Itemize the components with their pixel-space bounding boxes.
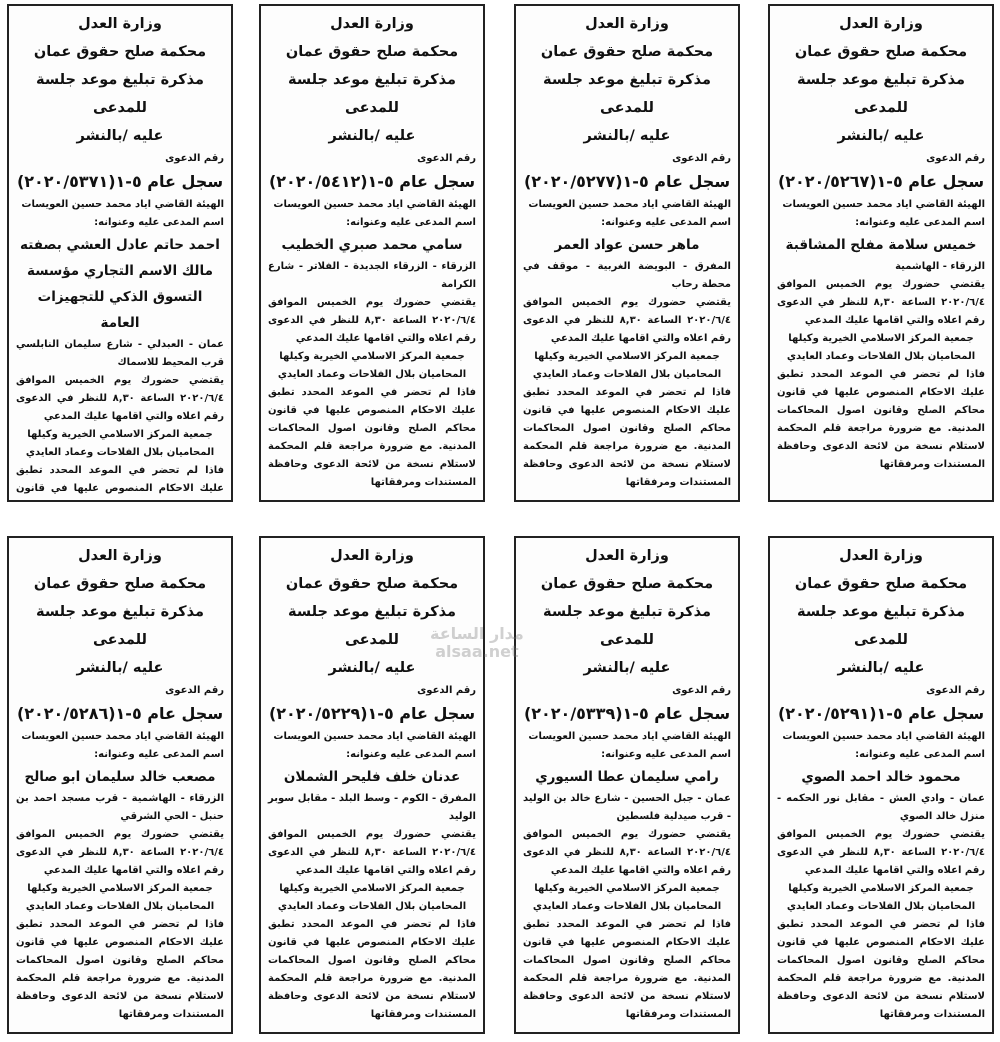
court-heading: محكمة صلح حقوق عمان <box>33 44 207 60</box>
case-suffix: سجل عام <box>908 172 985 191</box>
case-label: رقم الدعوى <box>672 685 731 696</box>
court-heading: محكمة صلح حقوق عمان <box>540 44 714 60</box>
plaintiff-text: جمعية المركز الاسلامي الخيرية وكيلها المحاميان بلال الفلاحات وعماد العايدي <box>277 883 467 912</box>
case-number <box>16 168 224 196</box>
defendant-name: محمود خالد احمد الصوي <box>801 769 961 785</box>
notice-title-2: عليه /بالنشر <box>837 128 925 144</box>
judge-line: الهيئة القاضي اياد محمد حسين العويسات <box>273 731 476 742</box>
warning-text: فاذا لم تحضر في الموعد المحدد تطبق عليك الاحكام المنصوص عليها في قانون محاكم الصلح وقانون اصول المحاكمات المدنية. مع ضرورة مراجعة قلم المحكمة لاستلام نسخة من لائحة الدعوى وحافظة المستندات ومرفقاتها <box>777 919 985 1020</box>
notice-title-2: عليه /بالنشر <box>328 660 416 676</box>
defendant-address: الزرقاء - الهاشمية - قرب مسجد احمد بن حنبل - الحي الشرقي <box>16 793 224 822</box>
legal-notice <box>514 536 740 1034</box>
legal-notice <box>514 4 740 502</box>
plaintiff-text: جمعية المركز الاسلامي الخيرية وكيلها المحاميان بلال الفلاحات وعماد العايدي <box>25 429 215 458</box>
case-number <box>523 700 731 728</box>
judge-line: الهيئة القاضي اياد محمد حسين العويسات <box>21 199 224 210</box>
legal-notice <box>259 536 485 1034</box>
judge-line: الهيئة القاضي اياد محمد حسين العويسات <box>528 731 731 742</box>
case-suffix: سجل عام <box>399 172 476 191</box>
notice-title: مذكرة تبليغ موعد جلسة للمدعى <box>36 72 204 116</box>
defendant-label: اسم المدعى عليه وعنوانه: <box>94 217 224 228</box>
defendant-address: عمان - العبدلي - شارع سليمان النابلسي قرب المحيط للاسماك <box>16 339 224 368</box>
case-number <box>268 168 476 196</box>
case-suffix: سجل عام <box>147 172 224 191</box>
case-label: رقم الدعوى <box>165 153 224 164</box>
notice-title-2: عليه /بالنشر <box>583 128 671 144</box>
summons-text: يقتضي حضورك يوم الخميس الموافق ٢٠٢٠/٦/٤ الساعة ٨,٣٠ للنظر في الدعوى رقم اعلاه والتي اقامها عليك المدعي <box>777 279 985 326</box>
defendant-name: عدنان خلف فليحر الشملان <box>283 769 461 785</box>
case-label: رقم الدعوى <box>165 685 224 696</box>
summons-text: يقتضي حضورك يوم الخميس الموافق ٢٠٢٠/٦/٤ الساعة ٨,٣٠ للنظر في الدعوى رقم اعلاه والتي اقامها عليك المدعي <box>16 829 224 876</box>
warning-text: فاذا لم تحضر في الموعد المحدد تطبق عليك الاحكام المنصوص عليها في قانون محاكم الصلح وقانون اصول المحاكمات المدنية. مع ضرورة مراجعة قلم المحكمة لاستلام نسخة من لائحة الدعوى وحافظة المستندات ومرفقاتها <box>777 369 985 470</box>
case-id: ٥-١(٢٠٢٠/٥٢٢٩) <box>268 704 394 723</box>
defendant-label: اسم المدعى عليه وعنوانه: <box>601 217 731 228</box>
defendant-address: الزرقاء - الزرقاء الجديدة - الفلاتر - شارع الكرامة <box>268 261 476 290</box>
defendant-label: اسم المدعى عليه وعنوانه: <box>346 749 476 760</box>
notice-title-2: عليه /بالنشر <box>583 660 671 676</box>
court-heading: محكمة صلح حقوق عمان <box>540 576 714 592</box>
summons-text: يقتضي حضورك يوم الخميس الموافق ٢٠٢٠/٦/٤ الساعة ٨,٣٠ للنظر في الدعوى رقم اعلاه والتي اقامها عليك المدعي <box>777 829 985 876</box>
notice-title-2: عليه /بالنشر <box>76 128 164 144</box>
notice-title-2: عليه /بالنشر <box>76 660 164 676</box>
case-suffix: سجل عام <box>654 172 731 191</box>
case-suffix: سجل عام <box>654 704 731 723</box>
case-suffix: سجل عام <box>399 704 476 723</box>
case-id: ٥-١(٢٠٢٠/٥٣٣٩) <box>523 704 649 723</box>
judge-line: الهيئة القاضي اياد محمد حسين العويسات <box>528 199 731 210</box>
court-heading: محكمة صلح حقوق عمان <box>285 44 459 60</box>
court-heading: محكمة صلح حقوق عمان <box>794 576 968 592</box>
watermark-url: alsaa.net <box>435 642 519 661</box>
defendant-address: المفرق - البويضة الغربية - موقف في محطة رحاب <box>523 261 731 290</box>
defendant-address: المفرق - الكوم - وسط البلد - مقابل سوبر الوليد <box>268 793 476 822</box>
defendant-name: احمد حاتم عادل العشي بصفته مالك الاسم التجاري مؤسسة التسوق الذكي للتجهيزات العامة <box>20 237 220 331</box>
notice-title: مذكرة تبليغ موعد جلسة للمدعى <box>543 604 711 648</box>
defendant-name: ماهر حسن عواد العمر <box>554 237 700 253</box>
court-heading: محكمة صلح حقوق عمان <box>794 44 968 60</box>
case-number <box>777 168 985 196</box>
summons-text: يقتضي حضورك يوم الخميس الموافق ٢٠٢٠/٦/٤ الساعة ٨,٣٠ للنظر في الدعوى رقم اعلاه والتي اقامها عليك المدعي <box>16 375 224 422</box>
defendant-name: خميس سلامة مفلح المشاقبة <box>785 237 977 253</box>
defendant-name: سامي محمد صبري الخطيب <box>281 237 463 253</box>
judge-line: الهيئة القاضي اياد محمد حسين العويسات <box>21 731 224 742</box>
legal-notice <box>7 4 233 502</box>
judge-line: الهيئة القاضي اياد محمد حسين العويسات <box>273 199 476 210</box>
warning-text: فاذا لم تحضر في الموعد المحدد تطبق عليك الاحكام المنصوص عليها في قانون محاكم الصلح وقانون اصول المحاكمات المدنية. مع ضرورة مراجعة قلم المحكمة لاستلام نسخة من لائحة الدعوى وحافظة المستندات ومرفقاتها <box>523 387 731 488</box>
defendant-label: اسم المدعى عليه وعنوانه: <box>855 217 985 228</box>
defendant-label: اسم المدعى عليه وعنوانه: <box>855 749 985 760</box>
plaintiff-text: جمعية المركز الاسلامي الخيرية وكيلها المحاميان بلال الفلاحات وعماد العايدي <box>277 351 467 380</box>
notice-title: مذكرة تبليغ موعد جلسة للمدعى <box>797 72 965 116</box>
plaintiff-text: جمعية المركز الاسلامي الخيرية وكيلها المحاميان بلال الفلاحات وعماد العايدي <box>786 333 976 362</box>
case-id: ٥-١(٢٠٢٠/٥٢٧٧) <box>523 172 649 191</box>
defendant-name: مصعب خالد سليمان ابو صالح <box>24 769 216 785</box>
defendant-name: رامي سليمان عطا السيوري <box>535 769 719 785</box>
case-number <box>16 700 224 728</box>
plaintiff-text: جمعية المركز الاسلامي الخيرية وكيلها المحاميان بلال الفلاحات وعماد العايدي <box>532 883 722 912</box>
case-number <box>268 700 476 728</box>
summons-text: يقتضي حضورك يوم الخميس الموافق ٢٠٢٠/٦/٤ الساعة ٨,٣٠ للنظر في الدعوى رقم اعلاه والتي اقامها عليك المدعي <box>268 297 476 344</box>
defendant-label: اسم المدعى عليه وعنوانه: <box>601 749 731 760</box>
summons-text: يقتضي حضورك يوم الخميس الموافق ٢٠٢٠/٦/٤ الساعة ٨,٣٠ للنظر في الدعوى رقم اعلاه والتي اقامها عليك المدعي <box>523 829 731 876</box>
court-heading: محكمة صلح حقوق عمان <box>285 576 459 592</box>
plaintiff-text: جمعية المركز الاسلامي الخيرية وكيلها المحاميان بلال الفلاحات وعماد العايدي <box>786 883 976 912</box>
watermark-arabic: مدار الساعة <box>430 624 524 643</box>
ministry-heading: وزارة العدل <box>839 16 923 32</box>
judge-line: الهيئة القاضي اياد محمد حسين العويسات <box>782 199 985 210</box>
case-label: رقم الدعوى <box>417 153 476 164</box>
court-heading: محكمة صلح حقوق عمان <box>33 576 207 592</box>
warning-text: فاذا لم تحضر في الموعد المحدد تطبق عليك الاحكام المنصوص عليها في قانون محاكم الصلح وقانون اصول المحاكمات المدنية. مع ضرورة مراجعة قلم المحكمة لاستلام نسخة من لائحة الدعوى وحافظة المستندات ومرفقاتها <box>523 919 731 1020</box>
case-id: ٥-١(٢٠٢٠/٥٢٨٦) <box>16 704 142 723</box>
legal-notice <box>7 536 233 1034</box>
defendant-label: اسم المدعى عليه وعنوانه: <box>94 749 224 760</box>
ministry-heading: وزارة العدل <box>585 16 669 32</box>
defendant-label: اسم المدعى عليه وعنوانه: <box>346 217 476 228</box>
notice-title: مذكرة تبليغ موعد جلسة للمدعى <box>288 72 456 116</box>
case-id: ٥-١(٢٠٢٠/٥٢٦٧) <box>777 172 903 191</box>
warning-text: فاذا لم تحضر في الموعد المحدد تطبق عليك الاحكام المنصوص عليها في قانون <box>16 465 224 494</box>
warning-text: فاذا لم تحضر في الموعد المحدد تطبق عليك الاحكام المنصوص عليها في قانون محاكم الصلح وقانون اصول المحاكمات المدنية. مع ضرورة مراجعة قلم المحكمة لاستلام نسخة من لائحة الدعوى وحافظة المستندات ومرفقاتها <box>268 387 476 488</box>
legal-notice <box>259 4 485 502</box>
warning-text: فاذا لم تحضر في الموعد المحدد تطبق عليك الاحكام المنصوص عليها في قانون محاكم الصلح وقانون اصول المحاكمات المدنية. مع ضرورة مراجعة قلم المحكمة لاستلام نسخة من لائحة الدعوى وحافظة المستندات ومرفقاتها <box>268 919 476 1020</box>
ministry-heading: وزارة العدل <box>78 548 162 564</box>
case-label: رقم الدعوى <box>926 685 985 696</box>
notice-title: مذكرة تبليغ موعد جلسة للمدعى <box>36 604 204 648</box>
case-label: رقم الدعوى <box>926 153 985 164</box>
judge-line: الهيئة القاضي اياد محمد حسين العويسات <box>782 731 985 742</box>
summons-text: يقتضي حضورك يوم الخميس الموافق ٢٠٢٠/٦/٤ الساعة ٨,٣٠ للنظر في الدعوى رقم اعلاه والتي اقامها عليك المدعي <box>268 829 476 876</box>
plaintiff-text: جمعية المركز الاسلامي الخيرية وكيلها المحاميان بلال الفلاحات وعماد العايدي <box>25 883 215 912</box>
notice-title: مذكرة تبليغ موعد جلسة للمدعى <box>797 604 965 648</box>
ministry-heading: وزارة العدل <box>330 16 414 32</box>
case-suffix: سجل عام <box>908 704 985 723</box>
notice-title: مذكرة تبليغ موعد جلسة للمدعى <box>288 604 456 648</box>
case-label: رقم الدعوى <box>417 685 476 696</box>
notice-title: مذكرة تبليغ موعد جلسة للمدعى <box>543 72 711 116</box>
warning-text: فاذا لم تحضر في الموعد المحدد تطبق عليك الاحكام المنصوص عليها في قانون محاكم الصلح وقانون اصول المحاكمات المدنية. مع ضرورة مراجعة قلم المحكمة لاستلام نسخة من لائحة الدعوى وحافظة المستندات ومرفقاتها <box>16 919 224 1020</box>
ministry-heading: وزارة العدل <box>585 548 669 564</box>
notice-title-2: عليه /بالنشر <box>837 660 925 676</box>
case-number <box>777 700 985 728</box>
case-suffix: سجل عام <box>147 704 224 723</box>
plaintiff-text: جمعية المركز الاسلامي الخيرية وكيلها المحاميان بلال الفلاحات وعماد العايدي <box>532 351 722 380</box>
defendant-address: عمان - جبل الحسين - شارع خالد بن الوليد - قرب صيدلية فلسطين <box>523 793 731 822</box>
defendant-address: عمان - وادي العش - مقابل نور الحكمه - منزل خالد الصوي <box>777 793 985 822</box>
notice-title-2: عليه /بالنشر <box>328 128 416 144</box>
legal-notice <box>768 536 994 1034</box>
ministry-heading: وزارة العدل <box>330 548 414 564</box>
summons-text: يقتضي حضورك يوم الخميس الموافق ٢٠٢٠/٦/٤ الساعة ٨,٣٠ للنظر في الدعوى رقم اعلاه والتي اقامها عليك المدعي <box>523 297 731 344</box>
defendant-address: الزرقاء - الهاشمية <box>895 261 985 272</box>
case-id: ٥-١(٢٠٢٠/٥٣٧١) <box>16 172 142 191</box>
case-id: ٥-١(٢٠٢٠/٥٤١٢) <box>268 172 394 191</box>
case-label: رقم الدعوى <box>672 153 731 164</box>
ministry-heading: وزارة العدل <box>78 16 162 32</box>
ministry-heading: وزارة العدل <box>839 548 923 564</box>
case-id: ٥-١(٢٠٢٠/٥٢٩١) <box>777 704 903 723</box>
legal-notice <box>768 4 994 502</box>
case-number <box>523 168 731 196</box>
